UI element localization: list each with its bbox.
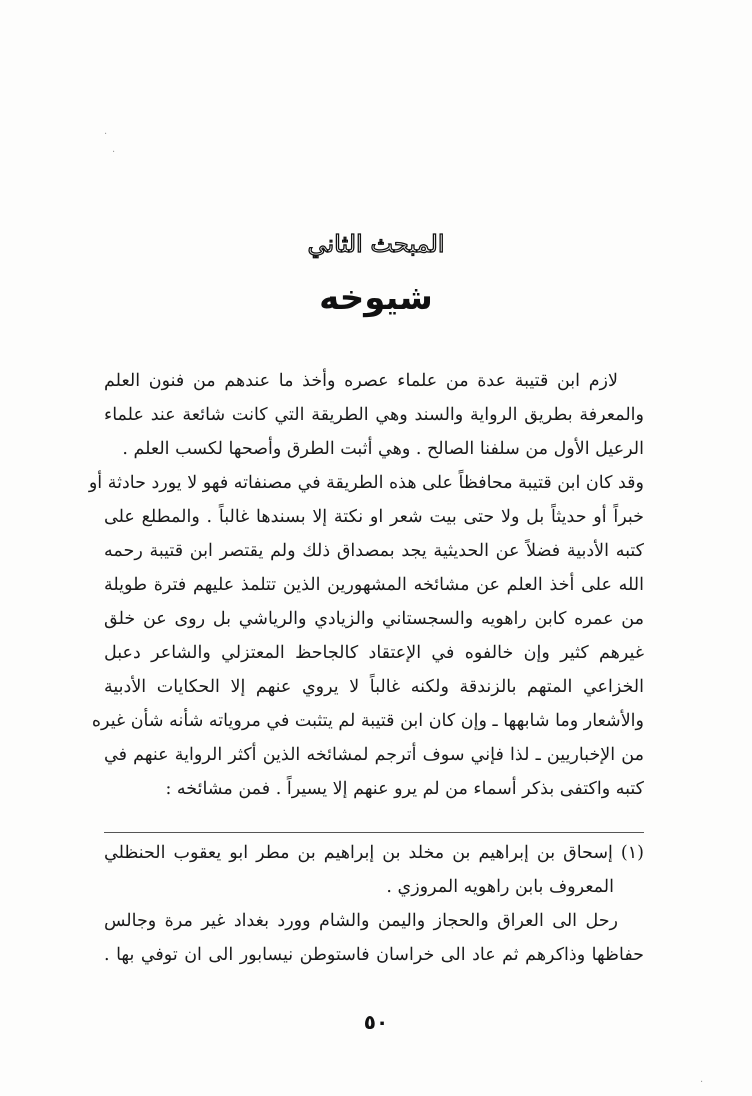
scan-speck: · (104, 129, 108, 140)
paragraph-line: الخزاعي المتهم بالزندقة ولكنه غالباً لا يروي عنهم إلا الحكايات الأدبية (104, 677, 644, 697)
sheikh-entry (104, 836, 644, 904)
paragraph-line: الرعيل الأول من سلفنا الصالح . وهي أثبت الطرق وأصحها لكسب العلم . (122, 439, 644, 459)
entry-biography (104, 904, 644, 972)
paragraph-line: كتبه واكتفى بذكر أسماء من لم يرو عنهم إلا يسيراً . فمن مشائخه : (165, 779, 644, 799)
paragraph-line: من الإخباريين ـ لذا فإني سوف أترجم لمشائخه الذين أكثر الرواية عنهم في (104, 745, 644, 765)
paragraph-line: وقد كان ابن قتيبة محافظاً على هذه الطريقة في مصنفاته فهو لا يورد حادثة أو (88, 473, 644, 493)
section-divider (104, 832, 644, 833)
paragraph-line: والأشعار وما شابهها ـ وإن كان ابن قتيبة لم يتثبت في مروياته شأنه شأن غيره (91, 711, 644, 731)
paragraph-line: الله على أخذ العلم عن مشائخه المشهورين الذين تتلمذ عليهم فترة طويلة (104, 575, 644, 595)
section-subtitle: المبحث الثاني (307, 230, 445, 258)
scan-speck: · (700, 1077, 704, 1088)
scan-speck: · (112, 147, 116, 158)
paragraph-line: لازم ابن قتيبة عدة من علماء عصره وأخذ ما عندهم من فنون العلم (104, 371, 618, 391)
paragraph-line: حفاظها وذاكرهم ثم عاد الى خراسان فاستوطن نيسابور الى ان توفي بها . (104, 945, 644, 965)
paragraph-line: رحل الى العراق والحجاز واليمن والشام وورد بغداد غير مرة وجالس (104, 911, 618, 931)
paragraph-line: خبراً أو حديثاً بل ولا حتى بيت شعر او نكتة إلا بسندها غالباً . والمطلع على (104, 507, 644, 527)
paragraph-line: كتبه الأدبية فضلاً عن الحديثية يجد بمصداق ذلك ولم يقتصر ابن قتيبة رحمه (104, 541, 644, 561)
paragraph-line: غيرهم كثير وإن خالفوه في الإعتقاد كالجاحظ المعتزلي والشاعر دعبل (104, 643, 644, 663)
page-title: شيوخه (319, 278, 433, 318)
entry-heading-line: المعروف بابن راهويه المروزي . (386, 877, 614, 897)
paragraph-line: من عمره كابن راهويه والسجستاني والزيادي والرياشي بل روى عن خلق (104, 609, 644, 629)
main-paragraph (88, 364, 644, 806)
paragraph-line: والمعرفة بطريق الرواية والسند وهي الطريقة التي كانت شائعة عند علماء (104, 405, 644, 425)
entry-heading-line: (١) إسحاق بن إبراهيم بن مخلد بن إبراهيم بن مطر ابو يعقوب الحنظلي (104, 843, 644, 863)
page-number: ٥٠ (363, 1010, 389, 1034)
